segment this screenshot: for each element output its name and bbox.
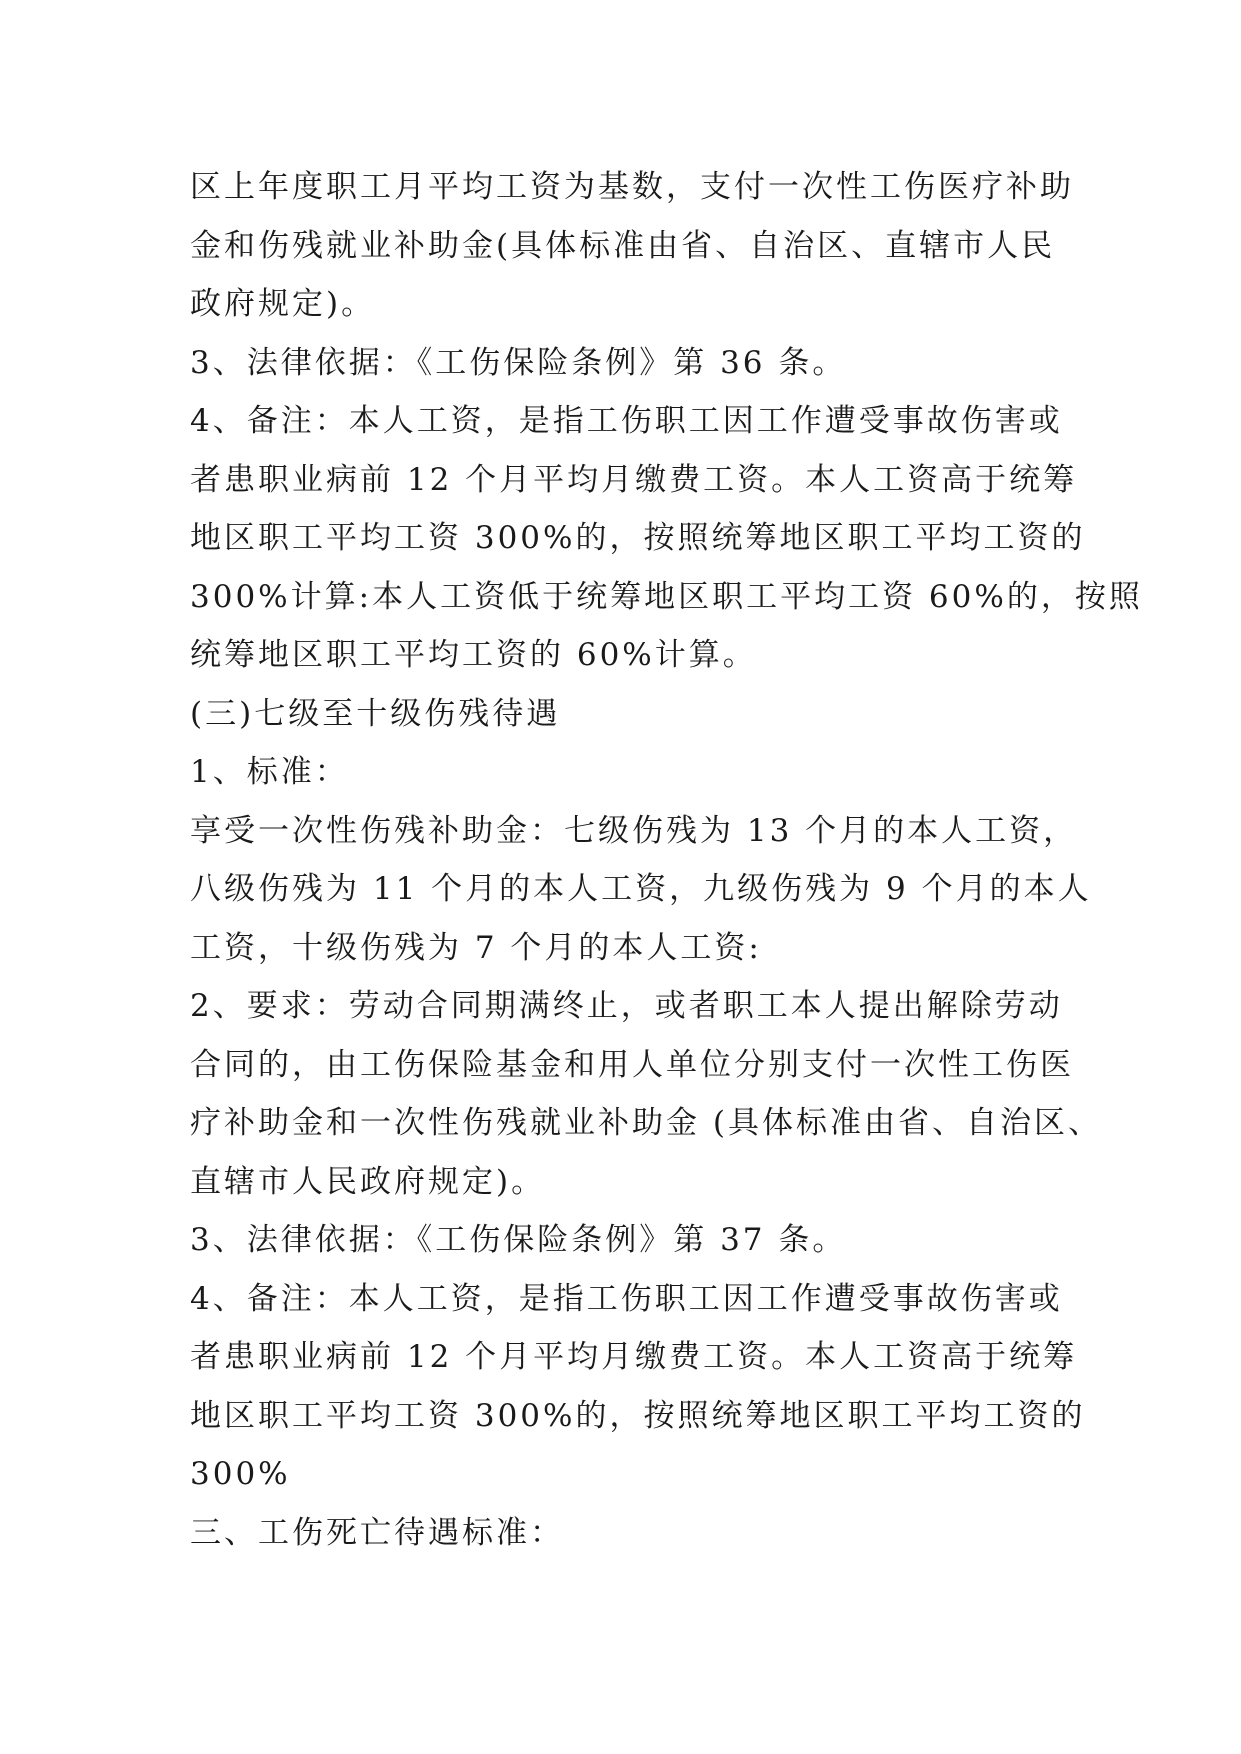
text-line: 统筹地区职工平均工资的 60%计算。: [190, 637, 757, 673]
text-line: 地区职工平均工资 300%的，按照统筹地区职工平均工资的: [190, 520, 1086, 556]
remark-line: 4、备注：本人工资，是指工伤职工因工作遭受事故伤害或: [190, 403, 1063, 439]
text-line: 区上年度职工月平均工资为基数，支付一次性工伤医疗补助: [190, 169, 1074, 205]
legal-basis-line: 3、法律依据：《工伤保险条例》第 36 条。: [190, 344, 847, 381]
text-line: 合同的，由工伤保险基金和用人单位分别支付一次性工伤医: [190, 1046, 1074, 1083]
requirement-line: 2、要求：劳动合同期满终止，或者职工本人提出解除劳动: [190, 988, 1063, 1024]
text-line: 享受一次性伤残补助金：七级伤残为 13 个月的本人工资，: [190, 812, 1078, 849]
text-line: 者患职业病前 12 个月平均月缴费工资。本人工资高于统筹: [190, 1339, 1078, 1375]
text-line: 八级伤残为 11 个月的本人工资，九级伤残为 9 个月的本人: [190, 871, 1092, 907]
document-body: [190, 158, 1143, 1562]
text-line: 直辖市人民政府规定)。: [190, 1163, 546, 1200]
section-heading: 三、工伤死亡待遇标准：: [190, 1514, 564, 1551]
text-line: 工资，十级伤残为 7 个月的本人工资:: [190, 929, 762, 966]
section-heading: (三)七级至十级伤残待遇: [190, 695, 561, 732]
text-line: 地区职工平均工资 300%的，按照统筹地区职工平均工资的: [190, 1397, 1086, 1434]
legal-basis-line: 3、法律依据：《工伤保险条例》第 37 条。: [190, 1222, 847, 1258]
text-line: 疗补助金和一次性伤残就业补助金 (具体标准由省、自治区、: [190, 1105, 1102, 1141]
text-line: 300%计算:本人工资低于统筹地区职工平均工资 60%的，按照: [190, 578, 1143, 615]
text-line: 300%: [190, 1456, 291, 1492]
text-line: 者患职业病前 12 个月平均月缴费工资。本人工资高于统筹: [190, 461, 1078, 498]
text-line: 政府规定)。: [190, 286, 376, 322]
remark-line: 4、备注：本人工资，是指工伤职工因工作遭受事故伤害或: [190, 1280, 1063, 1317]
text-line: 金和伤残就业补助金(具体标准由省、自治区、直辖市人民: [190, 227, 1056, 264]
standard-label: 1、标准：: [190, 754, 349, 790]
